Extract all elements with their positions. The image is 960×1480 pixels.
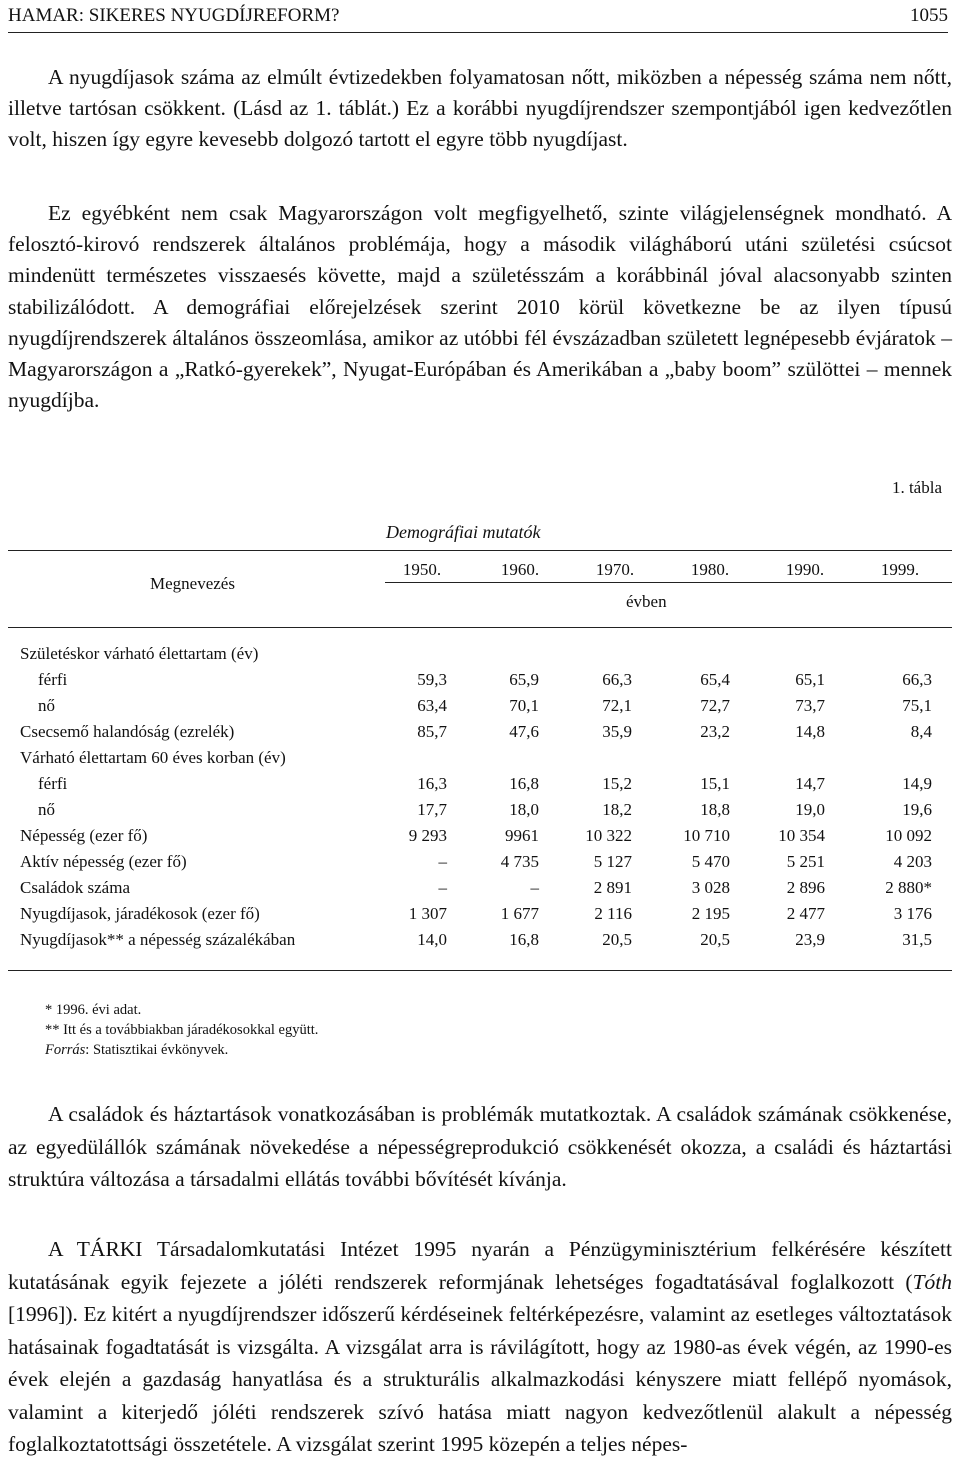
year-header: 1960. [500,560,540,579]
table-name-header: Megnevezés [150,574,235,593]
cited-author: Tóth [912,1269,952,1294]
source-label: Forrás [45,1042,86,1058]
year-header: 1980. [690,560,730,579]
table-cell: 19,6 [902,800,932,819]
paragraph-4-text-a: A TÁRKI Társadalomkutatási Intézet 1995 nyarán a Pénzügyminisztérium felkérésére készített kutatásának egyik fejezete a jóléti rendszerek reformjának lehetséges fogadtatásával foglalkozott ( [8,1237,952,1294]
table-cell: 3 176 [893,904,932,923]
row-label: Születéskor várható élettartam (év) [20,644,259,663]
table-cell: 2 891 [593,878,632,897]
row-label: férfi [38,774,68,793]
table-cell: 65,4 [700,670,730,689]
table-cell: 16,3 [417,774,447,793]
table-cell: 16,8 [509,930,539,949]
table-cell: 9 293 [408,826,447,845]
paragraph-1: A nyugdíjasok száma az elmúlt évtizedekben folyamatosan nőtt, miközben a népesség száma nem nőtt, illetve tartósan csökkent. (Lásd az 1. táblát.) Ez a korábbi nyugdíjrendszer szempontjából igen kedvezőtlen volt, hiszen így egyre kevesebb dolgozó tartott el egyre több nyugdíjast. [8,65,952,152]
table-cell: 15,1 [700,774,730,793]
table-cell: 10 354 [778,826,825,845]
table-row [20,901,952,927]
table-cell: – [438,878,447,897]
row-label: Népesség (ezer fő) [20,826,148,845]
table-row [20,719,952,745]
row-label: Nyugdíjasok, járadékosok (ezer fő) [20,904,260,923]
table-cell: 2 195 [691,904,730,923]
table-cell: 5 127 [593,852,632,871]
table-cell: 19,0 [795,800,825,819]
table-cell: 20,5 [602,930,632,949]
table-cell: 16,8 [509,774,539,793]
table-cell: 14,7 [795,774,825,793]
table-bottom-rule [8,970,952,971]
source-note [45,1040,228,1060]
table-cell: 2 896 [786,878,825,897]
table-row [20,693,952,719]
table-year-rule [385,582,952,583]
table-cell: 10 322 [585,826,632,845]
table-cell: 70,1 [509,696,539,715]
table-cell: 4 735 [500,852,539,871]
row-label: Családok száma [20,878,130,897]
table-cell: 65,1 [795,670,825,689]
table-cell: 9961 [505,826,539,845]
table-cell: 66,3 [902,670,932,689]
table-cell: 2 477 [786,904,825,923]
table-cell: 31,5 [902,930,932,949]
table-row [20,823,952,849]
table-cell: 2 880* [885,878,932,897]
table-cell: 23,9 [795,930,825,949]
table-row [20,927,952,953]
year-header: 1999. [880,560,920,579]
footnote-2: ** Itt és a továbbiakban járadékosokkal együtt. [45,1022,319,1038]
table-cell: – [530,878,539,897]
table-cell: 14,8 [795,722,825,741]
paragraph-4 [8,1233,952,1461]
table-cell: 1 677 [500,904,539,923]
table-cell: 10 092 [885,826,932,845]
table-cell: 14,0 [417,930,447,949]
table-cell: 1 307 [408,904,447,923]
table-cell: 72,7 [700,696,730,715]
table-cell: 18,0 [509,800,539,819]
table-cell: 75,1 [902,696,932,715]
paragraph-3: A családok és háztartások vonatkozásában is problémák mutatkoztak. A családok számának csökkenése, az egyedülállók számának növekedése a népességreprodukció csökkenését okozza, a családi és háztartási struktúra változása a társadalmi ellátás további bővítését kívánja. [8,1102,952,1191]
table-row [20,797,952,823]
table-cell: 5 251 [786,852,825,871]
year-header: 1990. [785,560,825,579]
table-cell: 2 116 [594,904,632,923]
table-row [20,771,952,797]
table-cell: 73,7 [795,696,825,715]
table-cell: 85,7 [417,722,447,741]
table-cell: 14,9 [902,774,932,793]
row-label: Aktív népesség (ezer fő) [20,852,187,871]
table-cell: 35,9 [602,722,632,741]
table-cell: 17,7 [417,800,447,819]
paragraph-4-text-b: [1996]). Ez kitért a nyugdíjrendszer időszerű kérdéseinek feltérképezésre, valamint az esetleges változtatások hatásainak fogadtatását is vizsgálta. A vizsgálat arra is rávilágított, hogy az 1980-as évek végén, az 1990-es évek elején a gazdaság hanyatlása és a strukturális alkalmazkodási kényszere miatt fellépő nyomások, valamint a kiterjedő jóléti rendszerek szívó hatása miatt nagyon kedvezőtlenül alakult a népesség foglalkoztatottsági összetétele. A vizsgálat szerint 1995 közepén a teljes népes- [8,1302,952,1456]
table-row [20,667,952,693]
running-head [8,4,948,33]
table-row [20,745,952,771]
row-label: nő [38,696,55,715]
table-row [20,875,952,901]
table-cell: 3 028 [691,878,730,897]
row-label: nő [38,800,55,819]
row-label: Nyugdíjasok** a népesség százalékában [20,930,296,949]
table-cell: 23,2 [700,722,730,741]
table-cell: 10 710 [683,826,730,845]
table-title: Demográfiai mutatók [386,522,541,542]
table-cell: 47,6 [509,722,539,741]
row-label: Várható élettartam 60 éves korban (év) [20,748,286,767]
table-number: 1. tábla [891,478,942,497]
table-cell: 18,8 [700,800,730,819]
table-top-rule [8,550,952,551]
table-row [20,641,952,667]
table-cell: 18,2 [602,800,632,819]
row-label: férfi [38,670,68,689]
table-cell: 65,9 [509,670,539,689]
row-label: Csecsemő halandóság (ezrelék) [20,722,235,741]
table-cell: – [438,852,447,871]
table-cell: 66,3 [602,670,632,689]
footnote-1: * 1996. évi adat. [45,1002,142,1018]
table-cell: 15,2 [602,774,632,793]
source-text: : Statisztikai évkönyvek. [85,1042,229,1058]
table-cell: 20,5 [700,930,730,949]
table-cell: 5 470 [691,852,730,871]
running-title: HAMAR: SIKERES NYUGDÍJREFORM? [8,5,340,26]
table-header-rule [8,627,952,628]
table-cell: 72,1 [602,696,632,715]
table-cell: 59,3 [417,670,447,689]
year-header: 1970. [595,560,635,579]
table-row [20,849,952,875]
table-cell: 8,4 [910,722,932,741]
table-cell: 63,4 [417,696,447,715]
table-cell: 4 203 [893,852,932,871]
page-number: 1055 [910,5,948,26]
year-header: 1950. [402,560,442,579]
paragraph-2: Ez egyébként nem csak Magyarországon volt megfigyelhető, szinte világjelenségnek mondható. A felosztó-kirovó rendszerek általános problémája, hogy a második világháború utáni születési csúcsot mindenütt természetes visszaesés követte, majd a születésszám a korábbinál jóval alacsonyabb szinten stabilizálódott. A demográfiai előrejelzések szerint 2010 körül következne be az ilyen típusú nyugdíjrendszerek általános összeomlása, amikor az utóbbi fél évszázadban született legnépesebb évjáratok – Magyarországon a „Ratkó-gyerekek”, Nyugat-Európában és Amerikában a „baby boom” szülöttei – mennek nyugdíjba. [8,201,952,413]
table-unit-header: évben [626,592,667,611]
